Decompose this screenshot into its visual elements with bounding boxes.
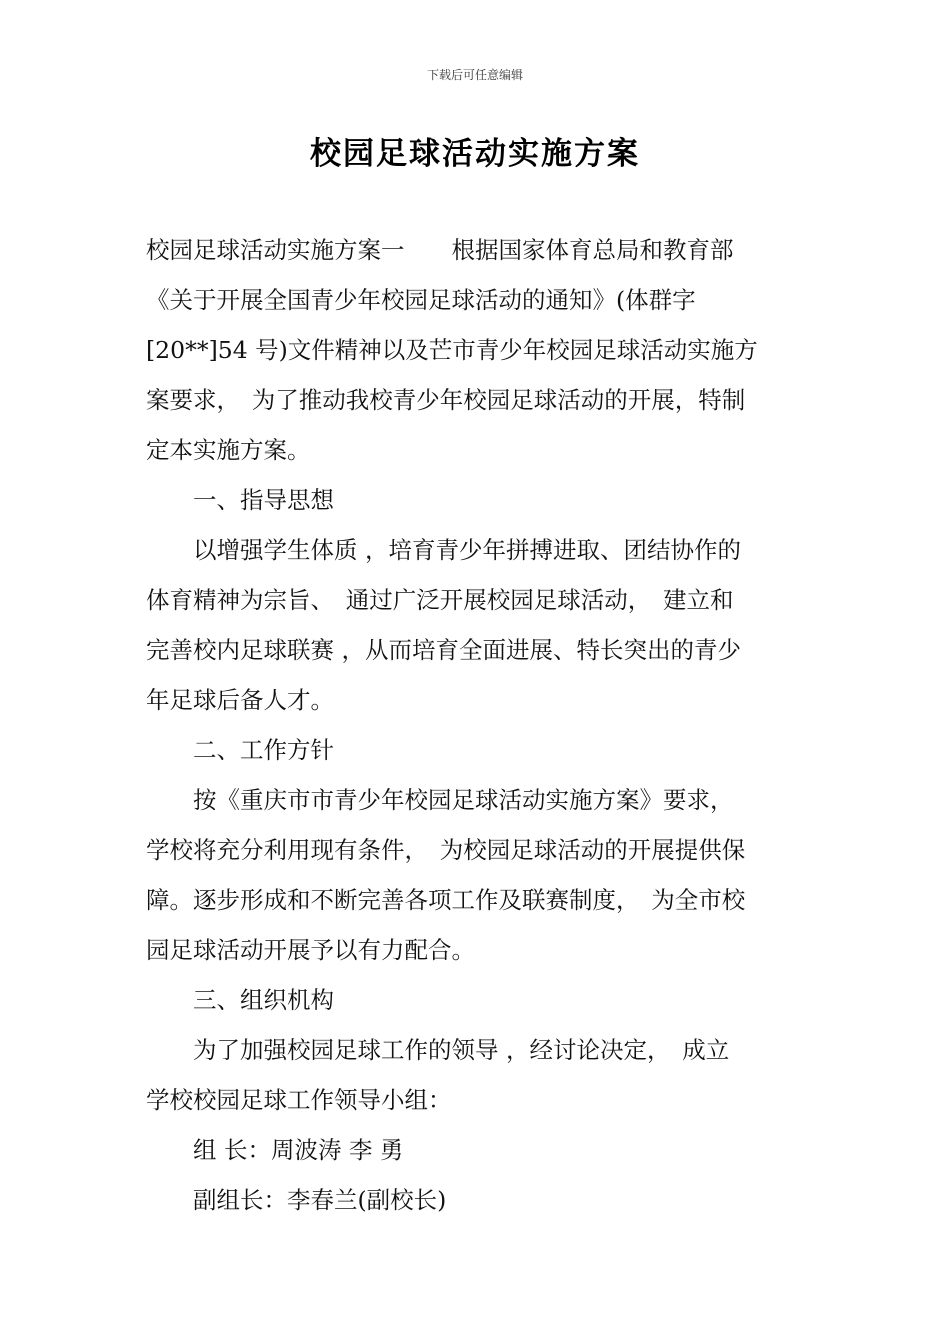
body-line: 障。逐步形成和不断完善各项工作及联赛制度， 为全市校: [146, 886, 746, 914]
body-line: 以增强学生体质 ，培育青少年拼搏进取、团结协作的: [146, 536, 741, 564]
body-line: [20**]54 号)文件精神以及芒市青少年校园足球活动实施方: [146, 336, 758, 364]
body-line: 为了加强校园足球工作的领导 ，经讨论决定， 成立: [146, 1036, 730, 1064]
document-body: [146, 225, 806, 1225]
body-line: 案要求， 为了推动我校青少年校园足球活动的开展，特制: [146, 386, 746, 414]
body-line: 校园足球活动实施方案一 根据国家体育总局和教育部: [146, 236, 734, 264]
body-line: 《关于开展全国青少年校园足球活动的通知》(体群字: [146, 286, 696, 314]
body-line: 园足球活动开展予以有力配合。: [146, 936, 475, 964]
body-line: 学校将充分利用现有条件， 为校园足球活动的开展提供保: [146, 836, 746, 864]
body-line: 完善校内足球联赛 ，从而培育全面进展、特长突出的青少: [146, 636, 741, 664]
body-line: 年足球后备人才。: [146, 686, 334, 714]
section-heading: 二、工作方针: [146, 736, 334, 764]
body-line: 副组长：李春兰(副校长): [146, 1186, 447, 1214]
page-header-note: 下载后可任意编辑: [426, 68, 523, 82]
body-line: 定本实施方案。: [146, 436, 311, 464]
document-title: 校园足球活动实施方案: [310, 136, 640, 172]
body-line: 按《重庆市市青少年校园足球活动实施方案》要求，: [146, 786, 734, 814]
section-heading: 一、指导思想: [146, 486, 334, 514]
body-line: 组 长：周波涛 李 勇: [146, 1136, 404, 1164]
body-line: 学校校园足球工作领导小组：: [146, 1086, 452, 1114]
section-heading: 三、组织机构: [146, 986, 334, 1014]
body-line: 体育精神为宗旨、 通过广泛开展校园足球活动， 建立和: [146, 586, 734, 614]
